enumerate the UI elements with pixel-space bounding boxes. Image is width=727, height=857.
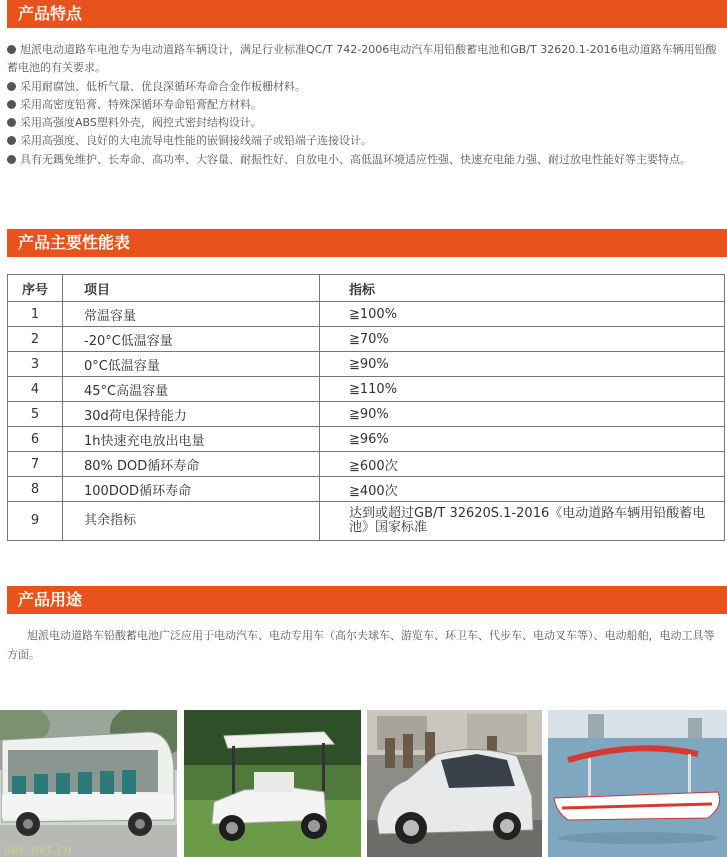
row-spec: ≧90% [320, 352, 725, 377]
row-item: -20°C低温容量 [63, 327, 320, 352]
features-list [7, 41, 722, 169]
row-item: 常温容量 [63, 302, 320, 327]
feature-item [7, 151, 722, 169]
row-spec: ≧96% [320, 427, 725, 452]
row-item: 1h快速充电放出电量 [63, 427, 320, 452]
table-row [8, 452, 725, 477]
feature-text: 具有无鎷免维护、长寿命、高功率、大容量、耐振性好、自放电小、高低温环境适应性强、快速充电能力强、耐过放电性能好等主要特点。 [20, 152, 691, 166]
table-row [8, 402, 725, 427]
row-item: 其余指标 [63, 502, 320, 541]
row-spec: ≧600次 [320, 452, 725, 477]
table-row [8, 377, 725, 402]
bullet-icon [7, 155, 16, 164]
row-index: 4 [8, 377, 63, 402]
table-row [8, 352, 725, 377]
table-row [8, 302, 725, 327]
table-row [8, 427, 725, 452]
bullet-icon [7, 45, 16, 54]
row-index: 1 [8, 302, 63, 327]
row-item: 30d荷电保持能力 [63, 402, 320, 427]
row-index: 8 [8, 477, 63, 502]
feature-item [7, 114, 722, 132]
feature-text: 采用高强度ABS塑料外壳，阀控式密封结构设计。 [20, 116, 262, 130]
row-spec: ≧70% [320, 327, 725, 352]
row-index: 6 [8, 427, 63, 452]
usage-paragraph: 旭派电动道路车铅酸蓄电池广泛应用于电动汽车、电动专用车（高尔夫球车、游览车、环卫车、代步车、电动叉车等）、电动船舶，电动工具等方面。 [7, 629, 715, 661]
feature-text: 旭派电动道路车电池专为电动道路车辆设计，满足行业标准QC/T 742-2006电动汽车用铅酸蓄电池和GB/T 32620.1-2016电动道路车辆用铅酸蓄电池的有关要求。 [7, 43, 717, 75]
row-index: 9 [8, 502, 63, 541]
mini-car-photo [367, 710, 542, 857]
header-index: 序号 [8, 275, 63, 302]
row-index: 7 [8, 452, 63, 477]
row-index: 5 [8, 402, 63, 427]
features-section-title: 产品特点 [7, 0, 727, 28]
feature-text: 采用高密度铅膏、特殊深循环寿命铅膏配方材料。 [20, 97, 262, 111]
feature-item [7, 41, 722, 78]
bullet-icon [7, 118, 16, 127]
header-item: 项目 [63, 275, 320, 302]
bullet-icon [7, 100, 16, 109]
row-spec: ≧90% [320, 402, 725, 427]
electric-boat-photo [548, 710, 727, 857]
feature-item [7, 78, 722, 96]
header-spec: 指标 [320, 275, 725, 302]
row-item: 100DOD循环寿命 [63, 477, 320, 502]
table-header-row [8, 275, 725, 302]
usage-section-title: 产品用途 [7, 586, 727, 614]
performance-table [7, 274, 725, 541]
sightseeing-bus-photo [0, 710, 177, 857]
specs-section-title: 产品主要性能表 [7, 229, 727, 257]
bullet-icon [7, 136, 16, 145]
bullet-icon [7, 82, 16, 91]
table-row [8, 327, 725, 352]
row-index: 2 [8, 327, 63, 352]
feature-text: 采用耐腐蚀、低析气量、优良深循环寿命合金作板栅材料。 [20, 79, 306, 93]
table-row [8, 502, 725, 541]
feature-item [7, 132, 722, 150]
row-index: 3 [8, 352, 63, 377]
row-spec: ≧100% [320, 302, 725, 327]
table-row [8, 477, 725, 502]
feature-item [7, 96, 722, 114]
row-item: 80% DOD循环寿命 [63, 452, 320, 477]
watermark: ddc.net.cn [4, 843, 73, 856]
feature-text: 采用高强度、良好的大电流导电性能的嵌铜接线端子或铅端子连接设计。 [20, 134, 372, 148]
row-spec: 达到或超过GB/T 32620S.1-2016《电动道路车辆用铅酸蓄电池》国家标准 [320, 502, 725, 541]
row-item: 45°C高温容量 [63, 377, 320, 402]
golf-cart-photo [184, 710, 361, 857]
row-item: 0°C低温容量 [63, 352, 320, 377]
row-spec: ≧110% [320, 377, 725, 402]
row-spec: ≧400次 [320, 477, 725, 502]
